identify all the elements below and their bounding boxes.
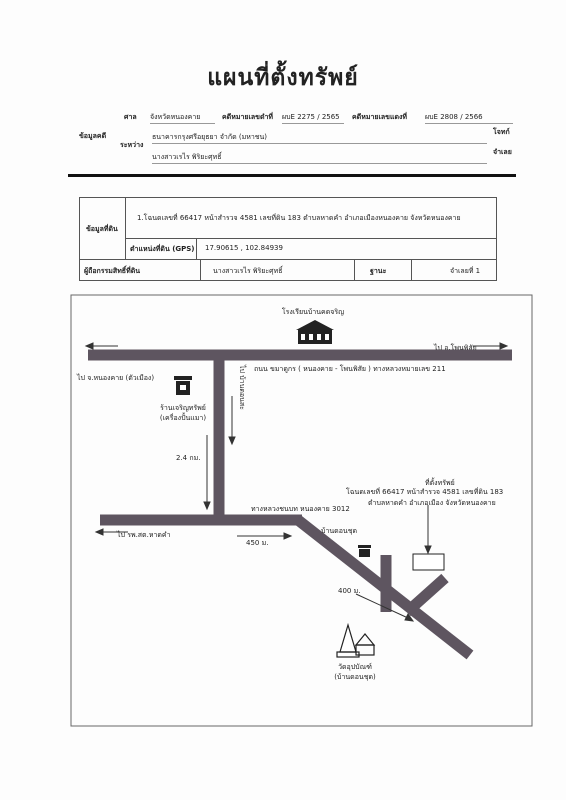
- court-value: จังหวัดหนองคาย: [150, 112, 215, 124]
- road-3012-label: ทางหลวงชนบท หนองคาย 3012: [251, 505, 350, 513]
- shop-sub-label: (เครื่องปั้นแมา): [159, 414, 207, 422]
- plaintiff-label: โจทก์: [493, 128, 510, 136]
- case-info-label: ข้อมูลคดี: [79, 132, 107, 140]
- page-title: แผนที่ตั้งทรัพย์: [207, 65, 359, 91]
- village-don-chut-label: บ้านดอนชุด: [321, 527, 357, 535]
- property-label: ที่ตั้งทรัพย์: [425, 479, 455, 487]
- defendant-label: จำเลย: [493, 148, 512, 156]
- defendant-value: นางสาวเรไร พิริยะศุทธิ์: [152, 152, 487, 164]
- court-label: ศาล: [124, 113, 137, 121]
- to-hospital-label: ไป รพ.สต.หาดคำ: [117, 531, 171, 539]
- school-label: โรงเรียนบ้านคดจริญ: [281, 308, 345, 316]
- status-label: ฐานะ: [370, 267, 387, 275]
- temple-icon: [337, 625, 374, 657]
- property-line1: โฉนดเลขที่ 66417 หน้าสำรวจ 4581 เลขที่ดิน 183: [346, 488, 504, 496]
- temple-name-label: วัดอุปบัณฑ์: [338, 663, 372, 671]
- to-village-label: ไป บ้านดอนสะ: [238, 365, 246, 410]
- owner-value: นางสาวเรไร พิริยะศุทธิ์: [213, 267, 283, 275]
- property-marker: [413, 554, 444, 570]
- distance-400-label: 400 ม.: [338, 587, 361, 595]
- red-no-value: ผบE 2808 / 2566: [425, 112, 513, 124]
- distance-450-label: 450 ม.: [246, 539, 269, 547]
- property-line2: ตำบลหาดคำ อำเภอเมือง จังหวัดหนองคาย: [368, 499, 496, 507]
- land-description: 1.โฉนดเลขที่ 66417 หน้าสำรวจ 4581 เลขที่ดิน 183 ตำบลหาดคำ อำเภอเมืองหนองคาย จังหวัดหนองคาย: [137, 214, 461, 222]
- owner-label: ผู้ถือกรรมสิทธิ์ที่ดิน: [84, 267, 141, 275]
- shop-name-label: ร้านเจริญทรัพย์: [160, 404, 206, 412]
- temple-sub-label: (บ้านดอนชุด): [334, 673, 376, 681]
- gps-value: 17.90615 , 102.84939: [205, 244, 283, 252]
- black-no-label: คดีหมายเลขดำที่: [222, 113, 274, 121]
- to-nong-khai-label: ไป จ.หนองคาย (ตัวเมือง): [77, 374, 155, 382]
- distance-24-label: 2.4 กม.: [176, 454, 201, 462]
- school-icon: [296, 320, 334, 344]
- land-info-label: ข้อมูลที่ดิน: [86, 225, 118, 233]
- between-label: ระหว่าง: [120, 141, 144, 149]
- shop-icon: [174, 376, 192, 395]
- status-value: จำเลยที่ 1: [450, 267, 481, 275]
- red-no-label: คดีหมายเลขแดงที่: [352, 113, 408, 121]
- gps-label: ตำแหน่งที่ดิน (GPS): [130, 245, 195, 253]
- to-phon-phisai-label: ไป อ.โพนพิสัย: [434, 344, 477, 352]
- property-access-road: [407, 578, 445, 612]
- road-211-label: ถนน ขมาดูกร ( หนองคาย - โพนพิสัย ) ทางหลวงหมายเลข 211: [254, 365, 446, 373]
- shop-icon: [358, 545, 371, 557]
- black-no-value: ผบE 2275 / 2565: [282, 112, 344, 124]
- plaintiff-value: ธนาคารกรุงศรีอยุธยา จำกัด (มหาชน): [152, 132, 487, 144]
